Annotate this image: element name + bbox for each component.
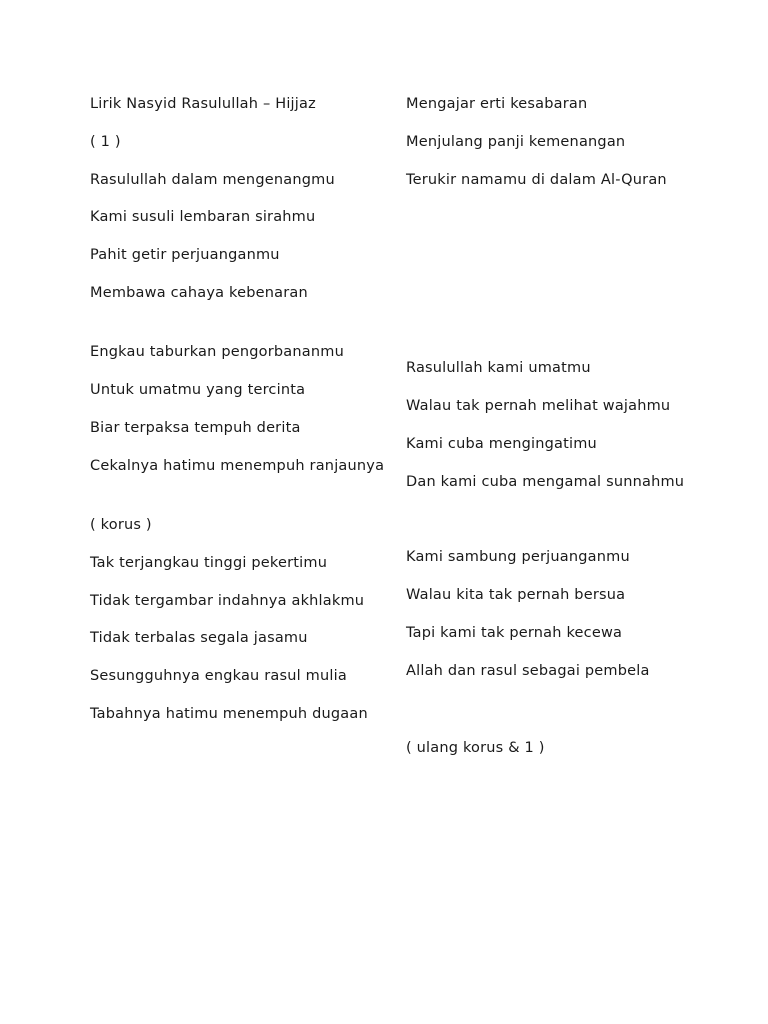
section-label: ( korus ) xyxy=(90,517,152,533)
lyric-line: Allah dan rasul sebagai pembela xyxy=(406,663,650,679)
lyric-line: Kami cuba mengingatimu xyxy=(406,436,597,452)
lyric-line: ( 1 ) xyxy=(90,134,121,150)
lyric-line: Menjulang panji kemenangan xyxy=(406,134,626,150)
document-title: Lirik Nasyid Rasulullah – Hijjaz xyxy=(90,96,316,112)
lyric-line: Membawa cahaya kebenaran xyxy=(90,285,308,301)
lyric-line: Tapi kami tak pernah kecewa xyxy=(406,625,623,641)
lyric-line: Walau tak pernah melihat wajahmu xyxy=(406,398,671,414)
lyric-line: Rasulullah kami umatmu xyxy=(406,360,591,376)
lyric-line: Cekalnya hatimu menempuh ranjaunya xyxy=(90,458,385,474)
lyric-line: Untuk umatmu yang tercinta xyxy=(90,382,306,398)
lyric-line: Rasulullah dalam mengenangmu xyxy=(90,172,335,188)
lyric-line: Tidak tergambar indahnya akhlakmu xyxy=(90,593,365,609)
lyric-line: Walau kita tak pernah bersua xyxy=(406,587,626,603)
lyric-line: Dan kami cuba mengamal sunnahmu xyxy=(406,474,685,490)
lyric-line: Engkau taburkan pengorbananmu xyxy=(90,344,344,360)
lyric-line: Pahit getir perjuanganmu xyxy=(90,247,280,263)
lyric-line: Biar terpaksa tempuh derita xyxy=(90,420,301,436)
lyric-line: Mengajar erti kesabaran xyxy=(406,96,588,112)
lyric-line: Tabahnya hatimu menempuh dugaan xyxy=(90,706,368,722)
section-label: ( ulang korus & 1 ) xyxy=(406,740,545,756)
lyric-line: Kami susuli lembaran sirahmu xyxy=(90,209,316,225)
lyric-line: Sesungguhnya engkau rasul mulia xyxy=(90,668,347,684)
lyric-line: Tidak terbalas segala jasamu xyxy=(90,630,308,646)
lyric-line: Kami sambung perjuanganmu xyxy=(406,549,630,565)
lyric-line: Terukir namamu di dalam Al-Quran xyxy=(406,172,667,188)
lyric-line: Tak terjangkau tinggi pekertimu xyxy=(90,555,328,571)
